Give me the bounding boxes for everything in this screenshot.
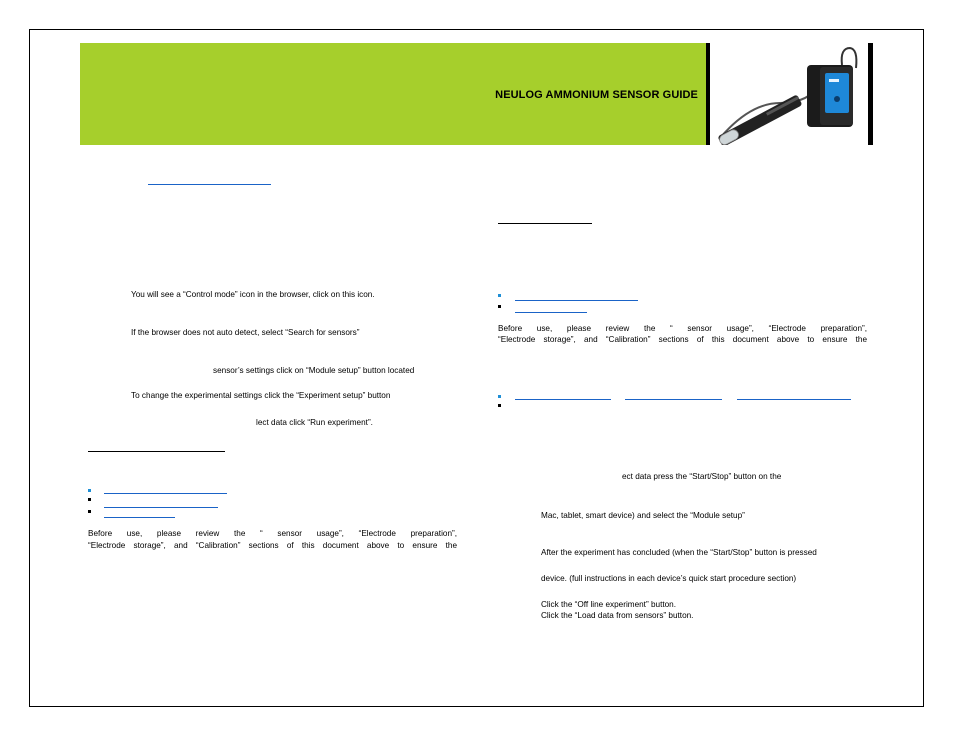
- bullet-marker: [88, 489, 91, 492]
- right-step-4: device. (full instructions in each device’s quick start procedure section): [541, 574, 797, 583]
- bullet-marker: [88, 510, 91, 513]
- bullet-marker: [88, 498, 91, 501]
- link-underline[interactable]: [625, 399, 722, 400]
- link-underline[interactable]: [515, 399, 611, 400]
- link-underline[interactable]: [515, 300, 638, 301]
- header-banner: [80, 43, 706, 145]
- document-title: NEULOG AMMONIUM SENSOR GUIDE: [495, 89, 698, 101]
- link-underline[interactable]: [104, 493, 227, 494]
- link-underline[interactable]: [104, 507, 218, 508]
- link-underline[interactable]: [515, 312, 587, 313]
- link-underline[interactable]: [104, 517, 175, 518]
- right-paragraph-line-1: Before use, please review the “ sensor usage”, “Electrode preparation”,: [498, 324, 867, 333]
- left-paragraph-line-2: “Electrode storage”, and “Calibration” sections of this document above to ensure the: [88, 541, 457, 550]
- bullet-marker: [498, 294, 501, 297]
- bullet-marker: [498, 305, 501, 308]
- right-step-1: ect data press the “Start/Stop” button on the: [622, 472, 782, 481]
- left-step-4: To change the experimental settings click the “Experiment setup” button: [131, 391, 391, 400]
- right-step-6: Click the “Load data from sensors” button.: [541, 611, 694, 620]
- bullet-marker: [498, 404, 501, 407]
- left-step-3: sensor’s settings click on “Module setup” button located: [213, 366, 415, 375]
- link-underline[interactable]: [148, 184, 271, 185]
- right-step-2: Mac, tablet, smart device) and select the “Module setup”: [541, 511, 745, 520]
- left-step-2: If the browser does not auto detect, select “Search for sensors”: [131, 328, 360, 337]
- left-paragraph-line-1: Before use, please review the “ sensor usage”, “Electrode preparation”,: [88, 529, 457, 538]
- sensor-product-photo: [710, 43, 868, 145]
- banner-right-edge: [868, 43, 873, 145]
- bullet-marker: [498, 395, 501, 398]
- right-step-5: Click the “Off line experiment” button.: [541, 600, 677, 609]
- section-heading-underline: [498, 223, 592, 224]
- right-step-3: After the experiment has concluded (when the “Start/Stop” button is pressed: [541, 548, 817, 557]
- left-step-5: lect data click “Run experiment”.: [256, 418, 373, 427]
- link-underline[interactable]: [737, 399, 851, 400]
- right-paragraph-line-2: “Electrode storage”, and “Calibration” sections of this document above to ensure the: [498, 335, 867, 344]
- section-heading-underline: [88, 451, 225, 452]
- left-step-1: You will see a “Control mode” icon in the browser, click on this icon.: [131, 290, 375, 299]
